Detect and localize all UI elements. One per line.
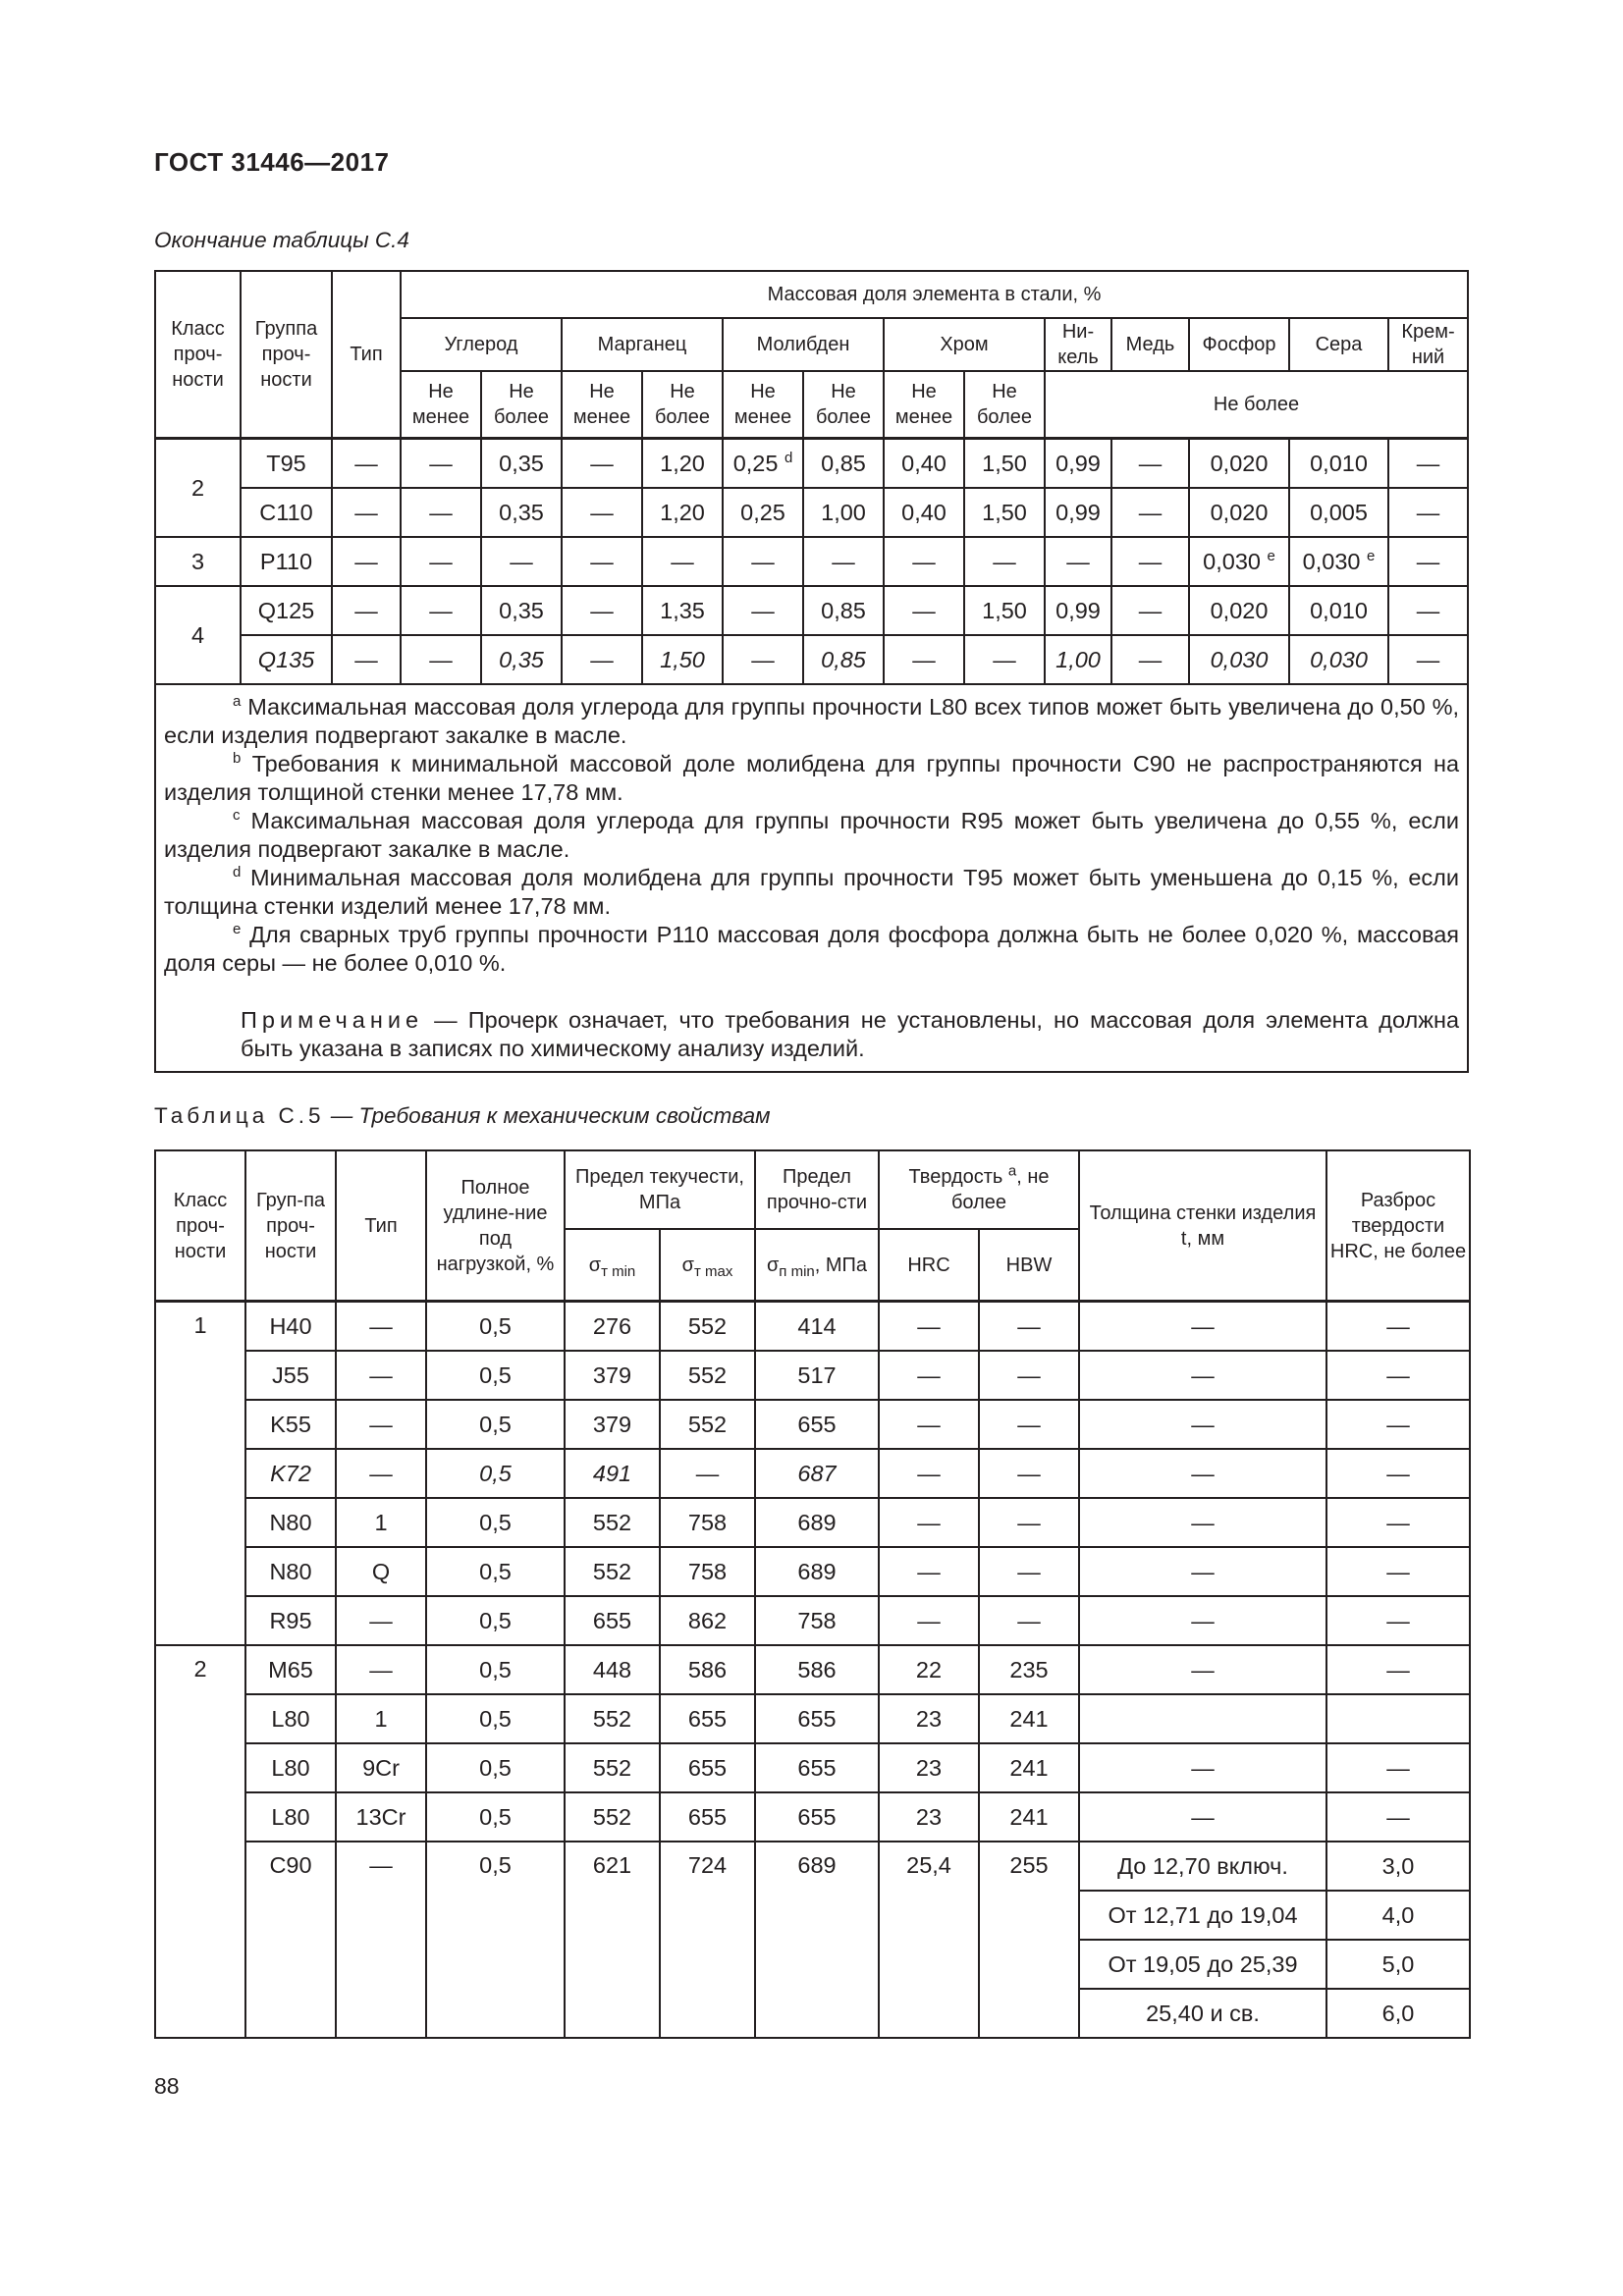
hardness-spread-cell: — <box>1326 1351 1470 1400</box>
hardness-spread-cell <box>1326 1694 1470 1743</box>
manganese-max-cell: 1,35 <box>642 586 723 635</box>
manganese-min-cell: — <box>562 439 642 489</box>
phosphorus-cell: 0,030 <box>1189 635 1289 684</box>
molybdenum-min-cell: 0,25 $^d$ <box>723 439 803 489</box>
manganese-min-cell: — <box>562 586 642 635</box>
wall-thickness-cell: — <box>1079 1449 1326 1498</box>
yield-max-cell: 758 <box>660 1547 755 1596</box>
hardness-spread-cell: 6,0 <box>1326 1989 1470 2038</box>
tensile-min-cell: 655 <box>755 1743 879 1792</box>
hardness-spread-cell: — <box>1326 1302 1470 1352</box>
footnote-text: Для сварных труб группы прочности Р110 массовая доля фосфора должна быть не более 0,020 %, массовая доля серы — не более 0,010 %. <box>164 922 1460 976</box>
hardness-spread-cell: — <box>1326 1449 1470 1498</box>
type-cell: — <box>332 439 401 489</box>
hrc-cell: — <box>879 1302 979 1352</box>
footnote-text: Максимальная массовая доля углерода для группы прочности R95 может быть увеличена до 0,55 %, если изделия подвергают закалке в масле. <box>164 808 1460 862</box>
group-cell: K72 <box>245 1449 336 1498</box>
footnote <box>164 921 1459 978</box>
hbw-cell: 255 <box>979 1842 1079 2038</box>
hbw-cell: — <box>979 1498 1079 1547</box>
group-cell: K55 <box>245 1400 336 1449</box>
class-cell: 1 <box>155 1302 245 1646</box>
class-cell: 2 <box>155 439 241 538</box>
group-cell: Q135 <box>241 635 332 684</box>
table-row <box>155 635 1468 684</box>
header-hardness: Твердость $^а$, не более <box>879 1150 1079 1229</box>
header-manganese-max: Не более <box>642 371 723 439</box>
manganese-min-cell: — <box>562 537 642 586</box>
table-c4-footnotes <box>155 684 1468 1072</box>
nickel-cell: 0,99 <box>1045 488 1111 537</box>
chromium-max-cell: 1,50 <box>964 439 1045 489</box>
type-cell: — <box>332 635 401 684</box>
tensile-min-cell: 689 <box>755 1842 879 2038</box>
wall-thickness-cell: От 19,05 до 25,39 <box>1079 1940 1326 1989</box>
header-silicon: Крем-ний <box>1388 318 1468 371</box>
elongation-cell: 0,5 <box>426 1547 565 1596</box>
header-type: Тип <box>336 1150 426 1302</box>
phosphorus-cell: 0,030 $^e$ <box>1189 537 1289 586</box>
header-wall-thickness: Толщина стенки изделия t, мм <box>1079 1150 1326 1302</box>
class-cell: 3 <box>155 537 241 586</box>
yield-max-cell: 586 <box>660 1645 755 1694</box>
tensile-min-cell: 655 <box>755 1792 879 1842</box>
hardness-spread-cell: 5,0 <box>1326 1940 1470 1989</box>
hrc-cell: 25,4 <box>879 1842 979 2038</box>
yield-max-cell: 758 <box>660 1498 755 1547</box>
hardness-spread-cell: — <box>1326 1792 1470 1842</box>
chromium-min-cell: 0,40 <box>884 488 964 537</box>
group-cell: R95 <box>245 1596 336 1645</box>
carbon-min-cell: — <box>401 488 481 537</box>
chromium-min-cell: 0,40 <box>884 439 964 489</box>
type-cell: — <box>336 1400 426 1449</box>
hbw-cell: — <box>979 1547 1079 1596</box>
header-manganese: Марганец <box>562 318 723 371</box>
note-text: — Прочерк означает, что требования не установлены, но массовая доля элемента должна быть указана в записях по химическому анализу изделий. <box>241 1007 1460 1061</box>
type-cell: — <box>336 1302 426 1352</box>
carbon-max-cell: 0,35 <box>481 488 562 537</box>
wall-thickness-cell: — <box>1079 1302 1326 1352</box>
table-row <box>155 1842 1470 1891</box>
hbw-cell: 241 <box>979 1792 1079 1842</box>
elongation-cell: 0,5 <box>426 1792 565 1842</box>
header-chromium: Хром <box>884 318 1045 371</box>
header-chromium-min: Не менее <box>884 371 964 439</box>
type-cell: 9Cr <box>336 1743 426 1792</box>
wall-thickness-cell: — <box>1079 1596 1326 1645</box>
molybdenum-max-cell: 0,85 <box>803 635 884 684</box>
hrc-cell: 23 <box>879 1792 979 1842</box>
elongation-cell: 0,5 <box>426 1351 565 1400</box>
wall-thickness-cell: — <box>1079 1498 1326 1547</box>
type-cell: — <box>332 488 401 537</box>
table-c5-title: — Требования к механическим свойствам <box>324 1103 771 1128</box>
sulfur-cell: 0,010 <box>1289 586 1388 635</box>
table-row <box>155 1743 1470 1792</box>
header-mass-fraction: Массовая доля элемента в стали, % <box>401 271 1468 318</box>
type-cell: — <box>336 1596 426 1645</box>
chromium-max-cell: 1,50 <box>964 586 1045 635</box>
yield-min-cell: 552 <box>565 1743 660 1792</box>
nickel-cell: — <box>1045 537 1111 586</box>
wall-thickness-cell: — <box>1079 1400 1326 1449</box>
carbon-max-cell: 0,35 <box>481 635 562 684</box>
yield-min-cell: 448 <box>565 1645 660 1694</box>
footnote <box>164 864 1459 921</box>
molybdenum-max-cell: 0,85 <box>803 586 884 635</box>
type-cell: — <box>336 1351 426 1400</box>
footnote <box>164 750 1459 807</box>
yield-min-cell: 379 <box>565 1400 660 1449</box>
yield-min-cell: 621 <box>565 1842 660 2038</box>
manganese-max-cell: 1,20 <box>642 439 723 489</box>
hrc-cell: — <box>879 1400 979 1449</box>
header-carbon-min: Не менее <box>401 371 481 439</box>
table-row <box>155 1596 1470 1645</box>
group-cell: L80 <box>245 1694 336 1743</box>
wall-thickness-cell: — <box>1079 1547 1326 1596</box>
table-row <box>155 1449 1470 1498</box>
yield-min-cell: 276 <box>565 1302 660 1352</box>
chromium-min-cell: — <box>884 537 964 586</box>
header-nickel: Ни-кель <box>1045 318 1111 371</box>
type-cell: — <box>332 537 401 586</box>
hbw-cell: — <box>979 1351 1079 1400</box>
group-cell: T95 <box>241 439 332 489</box>
chromium-max-cell: 1,50 <box>964 488 1045 537</box>
nickel-cell: 0,99 <box>1045 439 1111 489</box>
chromium-min-cell: — <box>884 586 964 635</box>
silicon-cell: — <box>1388 488 1468 537</box>
type-cell: 1 <box>336 1498 426 1547</box>
wall-thickness-cell: 25,40 и св. <box>1079 1989 1326 2038</box>
table-c5-label: Таблица С.5 <box>154 1103 325 1128</box>
type-cell: Q <box>336 1547 426 1596</box>
hardness-spread-cell: 4,0 <box>1326 1891 1470 1940</box>
elongation-cell: 0,5 <box>426 1449 565 1498</box>
elongation-cell: 0,5 <box>426 1596 565 1645</box>
hardness-spread-cell: 3,0 <box>1326 1842 1470 1891</box>
footnote-text: Требования к минимальной массовой доле молибдена для группы прочности С90 не распространяются на изделия толщиной стенки менее 17,78 мм. <box>164 751 1460 805</box>
header-phosphorus: Фосфор <box>1189 318 1289 371</box>
hardness-spread-cell: — <box>1326 1645 1470 1694</box>
footnote-text: Максимальная массовая доля углерода для группы прочности L80 всех типов может быть увеличена до 0,50 %, если изделия подвергают закалке в масле. <box>164 694 1460 748</box>
hardness-spread-cell: — <box>1326 1743 1470 1792</box>
manganese-max-cell: 1,20 <box>642 488 723 537</box>
document-code: ГОСТ 31446—2017 <box>154 147 390 177</box>
carbon-max-cell: 0,35 <box>481 439 562 489</box>
yield-min-cell: 552 <box>565 1694 660 1743</box>
wall-thickness-cell <box>1079 1694 1326 1743</box>
hrc-cell: 22 <box>879 1645 979 1694</box>
group-cell: L80 <box>245 1743 336 1792</box>
header-hardness-spread: Разброс твердости HRC, не более <box>1326 1150 1470 1302</box>
header-molybdenum-min: Не менее <box>723 371 803 439</box>
nickel-cell: 0,99 <box>1045 586 1111 635</box>
elongation-cell: 0,5 <box>426 1743 565 1792</box>
header-hrc: HRC <box>879 1229 979 1302</box>
header-hbw: HBW <box>979 1229 1079 1302</box>
wall-thickness-cell: — <box>1079 1351 1326 1400</box>
hardness-spread-cell: — <box>1326 1596 1470 1645</box>
molybdenum-max-cell: 0,85 <box>803 439 884 489</box>
header-class: Класс проч-ности <box>155 1150 245 1302</box>
footnote-mark: c <box>233 807 241 825</box>
note-label: Примечание <box>241 1007 424 1033</box>
copper-cell: — <box>1111 439 1189 489</box>
header-tensile-strength: Предел прочно-сти <box>755 1150 879 1229</box>
yield-max-cell: 655 <box>660 1743 755 1792</box>
elongation-cell: 0,5 <box>426 1400 565 1449</box>
manganese-max-cell: — <box>642 537 723 586</box>
hardness-spread-cell: — <box>1326 1498 1470 1547</box>
footnote-mark: b <box>233 750 242 768</box>
header-chromium-max: Не более <box>964 371 1045 439</box>
hrc-cell: — <box>879 1498 979 1547</box>
elongation-cell: 0,5 <box>426 1498 565 1547</box>
header-copper: Медь <box>1111 318 1189 371</box>
yield-min-cell: 491 <box>565 1449 660 1498</box>
elongation-cell: 0,5 <box>426 1645 565 1694</box>
type-cell: — <box>336 1645 426 1694</box>
hrc-cell: — <box>879 1547 979 1596</box>
footnote-mark: a <box>233 693 242 711</box>
sulfur-cell: 0,030 <box>1289 635 1388 684</box>
molybdenum-min-cell: 0,25 <box>723 488 803 537</box>
nickel-cell: 1,00 <box>1045 635 1111 684</box>
type-cell: — <box>336 1449 426 1498</box>
yield-min-cell: 552 <box>565 1547 660 1596</box>
chromium-min-cell: — <box>884 635 964 684</box>
table-row <box>155 1400 1470 1449</box>
wall-thickness-cell: — <box>1079 1645 1326 1694</box>
molybdenum-max-cell: 1,00 <box>803 488 884 537</box>
yield-max-cell: 724 <box>660 1842 755 2038</box>
yield-min-cell: 379 <box>565 1351 660 1400</box>
hrc-cell: — <box>879 1449 979 1498</box>
phosphorus-cell: 0,020 <box>1189 439 1289 489</box>
tensile-min-cell: 517 <box>755 1351 879 1400</box>
yield-max-cell: 655 <box>660 1792 755 1842</box>
header-carbon-max: Не более <box>481 371 562 439</box>
table-c4-note <box>164 1006 1459 1063</box>
carbon-min-cell: — <box>401 537 481 586</box>
table-row <box>155 1694 1470 1743</box>
silicon-cell: — <box>1388 635 1468 684</box>
header-yield-strength: Предел текучести, МПа <box>565 1150 755 1229</box>
type-cell: 1 <box>336 1694 426 1743</box>
hbw-cell: 241 <box>979 1743 1079 1792</box>
hardness-spread-cell: — <box>1326 1400 1470 1449</box>
type-cell: — <box>336 1842 426 2038</box>
hrc-cell: — <box>879 1596 979 1645</box>
yield-max-cell: 552 <box>660 1400 755 1449</box>
group-cell: P110 <box>241 537 332 586</box>
table-row <box>155 586 1468 635</box>
elongation-cell: 0,5 <box>426 1694 565 1743</box>
tensile-min-cell: 758 <box>755 1596 879 1645</box>
yield-max-cell: — <box>660 1449 755 1498</box>
group-cell: N80 <box>245 1498 336 1547</box>
table-c4-caption: Окончание таблицы С.4 <box>154 228 409 252</box>
footnote <box>164 807 1459 864</box>
yield-max-cell: 552 <box>660 1351 755 1400</box>
phosphorus-cell: 0,020 <box>1189 488 1289 537</box>
tensile-min-cell: 689 <box>755 1547 879 1596</box>
silicon-cell: — <box>1388 586 1468 635</box>
hbw-cell: — <box>979 1449 1079 1498</box>
table-row <box>155 439 1468 489</box>
yield-max-cell: 552 <box>660 1302 755 1352</box>
group-cell: Q125 <box>241 586 332 635</box>
header-molybdenum-max: Не более <box>803 371 884 439</box>
table-row <box>155 488 1468 537</box>
table-row <box>155 1547 1470 1596</box>
table-row <box>155 1302 1470 1352</box>
table-row <box>155 1645 1470 1694</box>
page-number: 88 <box>154 2073 180 2099</box>
yield-min-cell: 552 <box>565 1792 660 1842</box>
carbon-max-cell: — <box>481 537 562 586</box>
carbon-min-cell: — <box>401 635 481 684</box>
yield-max-cell: 655 <box>660 1694 755 1743</box>
group-cell: J55 <box>245 1351 336 1400</box>
wall-thickness-cell: До 12,70 включ. <box>1079 1842 1326 1891</box>
copper-cell: — <box>1111 586 1189 635</box>
group-cell: N80 <box>245 1547 336 1596</box>
yield-min-cell: 655 <box>565 1596 660 1645</box>
tensile-min-cell: 655 <box>755 1694 879 1743</box>
elongation-cell: 0,5 <box>426 1302 565 1352</box>
copper-cell: — <box>1111 488 1189 537</box>
elongation-cell: 0,5 <box>426 1842 565 2038</box>
class-cell: 4 <box>155 586 241 684</box>
hbw-cell: 241 <box>979 1694 1079 1743</box>
group-cell: C90 <box>245 1842 336 2038</box>
footnote-text: Минимальная массовая доля молибдена для группы прочности Т95 может быть уменьшена до 0,15 %, если толщина стенки изделий менее 17,78 мм. <box>164 865 1460 919</box>
phosphorus-cell: 0,020 <box>1189 586 1289 635</box>
yield-max-cell: 862 <box>660 1596 755 1645</box>
sulfur-cell: 0,030 $^e$ <box>1289 537 1388 586</box>
group-cell: H40 <box>245 1302 336 1352</box>
footnote-mark: d <box>233 864 242 881</box>
table-c5 <box>154 1149 1469 2039</box>
tensile-min-cell: 689 <box>755 1498 879 1547</box>
wall-thickness-cell: — <box>1079 1792 1326 1842</box>
manganese-min-cell: — <box>562 635 642 684</box>
wall-thickness-cell: От 12,71 до 19,04 <box>1079 1891 1326 1940</box>
molybdenum-min-cell: — <box>723 586 803 635</box>
chromium-max-cell: — <box>964 635 1045 684</box>
header-not-more-than: Не более <box>1045 371 1468 439</box>
tensile-min-cell: 655 <box>755 1400 879 1449</box>
group-cell: L80 <box>245 1792 336 1842</box>
header-manganese-min: Не менее <box>562 371 642 439</box>
table-row <box>155 1351 1470 1400</box>
tensile-min-cell: 414 <box>755 1302 879 1352</box>
sulfur-cell: 0,005 <box>1289 488 1388 537</box>
header-tensile-min: $\sigma_{п min}$, МПа <box>755 1229 879 1302</box>
type-cell: — <box>332 586 401 635</box>
manganese-min-cell: — <box>562 488 642 537</box>
copper-cell: — <box>1111 635 1189 684</box>
molybdenum-min-cell: — <box>723 635 803 684</box>
footnote-mark: e <box>233 921 242 938</box>
silicon-cell: — <box>1388 439 1468 489</box>
table-row <box>155 1792 1470 1842</box>
header-sulfur: Сера <box>1289 318 1388 371</box>
silicon-cell: — <box>1388 537 1468 586</box>
carbon-max-cell: 0,35 <box>481 586 562 635</box>
footnote <box>164 693 1459 750</box>
yield-min-cell: 552 <box>565 1498 660 1547</box>
hrc-cell: — <box>879 1351 979 1400</box>
hardness-spread-cell: — <box>1326 1547 1470 1596</box>
table-c5-caption <box>154 1103 771 1129</box>
hbw-cell: — <box>979 1596 1079 1645</box>
header-group: Группа проч-ности <box>241 271 332 439</box>
class-cell: 2 <box>155 1645 245 2038</box>
table-row <box>155 1498 1470 1547</box>
chromium-max-cell: — <box>964 537 1045 586</box>
header-yield-max: $\sigma_{т max}$ <box>660 1229 755 1302</box>
carbon-min-cell: — <box>401 586 481 635</box>
type-cell: 13Cr <box>336 1792 426 1842</box>
header-elongation: Полное удлине-ние под нагрузкой, % <box>426 1150 565 1302</box>
hbw-cell: — <box>979 1302 1079 1352</box>
group-cell: C110 <box>241 488 332 537</box>
hrc-cell: 23 <box>879 1743 979 1792</box>
header-molybdenum: Молибден <box>723 318 884 371</box>
hrc-cell: 23 <box>879 1694 979 1743</box>
header-carbon: Углерод <box>401 318 562 371</box>
group-cell: M65 <box>245 1645 336 1694</box>
sulfur-cell: 0,010 <box>1289 439 1388 489</box>
table-c4 <box>154 270 1469 1073</box>
copper-cell: — <box>1111 537 1189 586</box>
hbw-cell: 235 <box>979 1645 1079 1694</box>
wall-thickness-cell: — <box>1079 1743 1326 1792</box>
carbon-min-cell: — <box>401 439 481 489</box>
header-group: Груп-па проч-ности <box>245 1150 336 1302</box>
molybdenum-max-cell: — <box>803 537 884 586</box>
header-yield-min: $\sigma_{т min}$ <box>565 1229 660 1302</box>
manganese-max-cell: 1,50 <box>642 635 723 684</box>
table-row <box>155 537 1468 586</box>
header-type: Тип <box>332 271 401 439</box>
tensile-min-cell: 687 <box>755 1449 879 1498</box>
hbw-cell: — <box>979 1400 1079 1449</box>
molybdenum-min-cell: — <box>723 537 803 586</box>
header-class: Класс проч-ности <box>155 271 241 439</box>
tensile-min-cell: 586 <box>755 1645 879 1694</box>
